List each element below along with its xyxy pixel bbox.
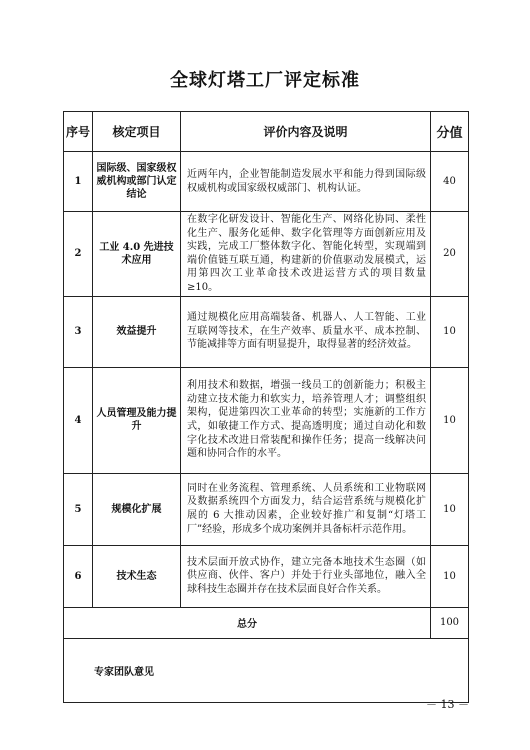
- expert-opinion-label: 专家团队意见: [64, 638, 469, 702]
- row-content: 利用技术和数据，增强一线员工的创新能力；积极主动建立技术能力和软实力，培养管理人才；调整组织架构，促进第四次工业革命的转型；实施新的工作方式，如敏捷工作方式、提高透明度；通过自动化和数字化技术改进日常装配和操作任务；提高一线解决问题和协同合作的水平。: [181, 367, 431, 473]
- document-title: 全球灯塔工厂评定标准: [170, 70, 360, 91]
- table-row: [64, 367, 469, 473]
- total-score: 100: [431, 607, 469, 638]
- row-number: 2: [64, 212, 93, 297]
- row-item: 技术生态: [93, 545, 181, 607]
- row-content: 技术层面开放式协作，建立完备本地技术生态圈（如供应商、伙伴、客户）并处于行业头部地位，融入全球科技生态圈并存在技术层面良好合作关系。: [181, 545, 431, 607]
- row-number: 4: [64, 367, 93, 473]
- row-score: 10: [431, 545, 469, 607]
- total-label: 总分: [64, 607, 431, 638]
- total-row: [64, 607, 469, 638]
- table-header-row: [64, 112, 469, 152]
- row-content: 通过规模化应用高端装备、机器人、人工智能、工业互联网等技术，在生产效率、质量水平、成本控制、节能减排等方面有明显提升，取得显著的经济效益。: [181, 296, 431, 367]
- row-number: 6: [64, 545, 93, 607]
- row-item: 人员管理及能力提升: [93, 367, 181, 473]
- row-item: 工业 4.0 先进技术应用: [93, 212, 181, 297]
- header-content: 评价内容及说明: [181, 112, 431, 152]
- row-number: 1: [64, 152, 93, 212]
- evaluation-table: [63, 111, 469, 703]
- row-score: 10: [431, 473, 469, 545]
- table-row: [64, 296, 469, 367]
- table-row: [64, 473, 469, 545]
- row-item: 效益提升: [93, 296, 181, 367]
- row-score: 10: [431, 296, 469, 367]
- row-content: 在数字化研发设计、智能化生产、网络化协同、柔性化生产、服务化延伸、数字化管理等方面创新应用及实践，完成工厂整体数字化、智能化转型，实现端到端价值链互联互通，构建新的价值驱动发展模式，运用第四次工业革命技术改进运营方式的项目数量≥10。: [181, 212, 431, 297]
- row-number: 5: [64, 473, 93, 545]
- expert-row: [64, 638, 469, 702]
- row-score: 40: [431, 152, 469, 212]
- row-score: 10: [431, 367, 469, 473]
- row-item: 国际级、国家级权威机构或部门认定结论: [93, 152, 181, 212]
- table-row: [64, 545, 469, 607]
- table-row: [64, 212, 469, 297]
- row-score: 20: [431, 212, 469, 297]
- row-content: 近两年内，企业智能制造发展水平和能力得到国际级权威机构或国家级权威部门、机构认证。: [181, 152, 431, 212]
- header-seq: 序号: [64, 112, 93, 152]
- row-item: 规模化扩展: [93, 473, 181, 545]
- page-number: － 13 －: [426, 698, 469, 711]
- header-score: 分值: [431, 112, 469, 152]
- table-row: [64, 152, 469, 212]
- header-item: 核定项目: [93, 112, 181, 152]
- row-content: 同时在业务流程、管理系统、人员系统和工业物联网及数据系统四个方面发力，结合运营系统与规模化扩展的 6 大推动因素，企业较好推广和复制“灯塔工厂”经验，形成多个成功案例并具备标杆示范作用。: [181, 473, 431, 545]
- row-number: 3: [64, 296, 93, 367]
